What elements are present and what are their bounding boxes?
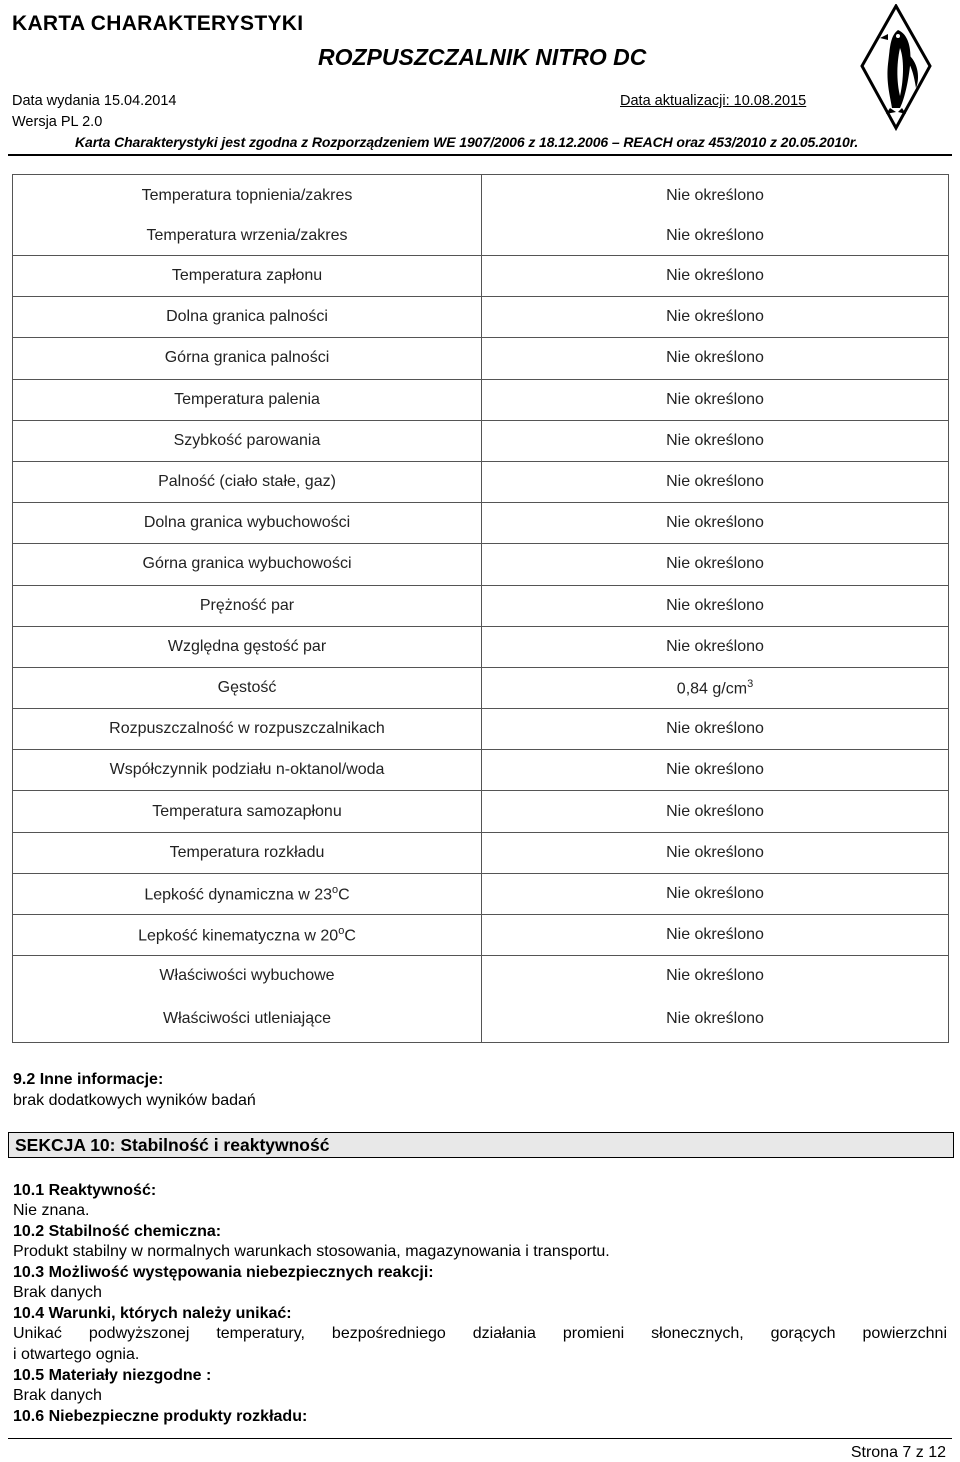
property-value-cell <box>482 667 949 708</box>
decomposition-products-heading: 10.6 Niebezpieczne produkty rozkładu: <box>13 1408 308 1425</box>
property-value: Nie określono <box>482 338 949 379</box>
incompatible-materials-text: Brak danych <box>13 1387 102 1404</box>
hazardous-reactions-heading: 10.3 Możliwość występowania niebezpiecznych reakcji: <box>13 1264 434 1281</box>
property-value: Nie określono <box>666 227 764 244</box>
property-value: Nie określono <box>482 832 949 873</box>
version: Wersja PL 2.0 <box>12 114 103 130</box>
property-value: Nie określono <box>482 461 949 502</box>
property-value: Nie określono <box>482 791 949 832</box>
property-value: Nie określono <box>482 420 949 461</box>
table-row <box>13 873 949 914</box>
property-name: Właściwości wybuchowe <box>13 956 482 997</box>
table-row <box>13 996 949 1043</box>
property-value: Nie określono <box>482 996 949 1043</box>
property-name: Górna granica wybuchowości <box>13 544 482 585</box>
property-name: Rozpuszczalność w rozpuszczalnikach <box>13 709 482 750</box>
property-value: Nie określono <box>482 256 949 297</box>
property-value-cell <box>482 175 949 256</box>
regulation-note: Karta Charakterystyki jest zgodna z Rozporządzeniem WE 1907/2006 z 18.12.2006 – REACH oraz 453/2010 z 20.05.2010r. <box>75 134 859 150</box>
property-name-unit: C <box>338 886 350 904</box>
page-number: Strona 7 z 12 <box>850 1444 946 1461</box>
property-name: Dolna granica wybuchowości <box>13 503 482 544</box>
property-value: Nie określono <box>482 297 949 338</box>
issue-date: Data wydania 15.04.2014 <box>12 93 177 109</box>
property-value: Nie określono <box>666 187 764 204</box>
degree-superscript: o <box>331 883 339 896</box>
property-name: Współczynnik podziału n-oktanol/woda <box>13 750 482 791</box>
property-value: Nie określono <box>482 544 949 585</box>
property-value: Nie określono <box>482 873 949 914</box>
stability-heading: 10.2 Stabilność chemiczna: <box>13 1223 222 1240</box>
table-row <box>13 338 949 379</box>
conditions-to-avoid-heading: 10.4 Warunki, których należy unikać: <box>13 1305 292 1322</box>
footer-divider <box>8 1438 952 1439</box>
property-value: Nie określono <box>482 709 949 750</box>
table-row <box>13 420 949 461</box>
property-name: Temperatura samozapłonu <box>13 791 482 832</box>
reactivity-heading: 10.1 Reaktywność: <box>13 1182 157 1199</box>
stability-text: Produkt stabilny w normalnych warunkach stosowania, magazynowania i transportu. <box>13 1243 610 1260</box>
table-row <box>13 667 949 708</box>
table-row <box>13 544 949 585</box>
table-row <box>13 750 949 791</box>
property-name-cell <box>13 873 482 914</box>
property-value: Nie określono <box>482 915 949 956</box>
property-name: Temperatura rozkładu <box>13 832 482 873</box>
property-value: Nie określono <box>482 956 949 997</box>
table-row <box>13 832 949 873</box>
property-name: Temperatura topnienia/zakres <box>141 187 353 204</box>
penguin-logo-icon <box>860 4 932 132</box>
property-name: Prężność par <box>13 585 482 626</box>
unit-superscript: 3 <box>747 677 754 690</box>
other-info-heading: 9.2 Inne informacje: <box>13 1071 164 1088</box>
properties-table <box>12 174 949 1043</box>
table-row <box>13 915 949 956</box>
property-name: Palność (ciało stałe, gaz) <box>13 461 482 502</box>
property-name: Właściwości utleniające <box>13 996 482 1043</box>
update-date: Data aktualizacji: 10.08.2015 <box>620 93 807 109</box>
property-value: Nie określono <box>482 585 949 626</box>
property-value: Nie określono <box>482 503 949 544</box>
property-name: Lepkość dynamiczna w 23 <box>144 886 332 904</box>
conditions-to-avoid-text-cont: i otwartego ognia. <box>13 1346 140 1363</box>
incompatible-materials-heading: 10.5 Materiały niezgodne : <box>13 1367 212 1384</box>
property-name-unit: C <box>344 927 356 945</box>
table-row <box>13 626 949 667</box>
degree-superscript: o <box>338 924 345 937</box>
property-name-cell <box>13 175 482 256</box>
hazardous-reactions-text: Brak danych <box>13 1284 102 1301</box>
table-row <box>13 956 949 997</box>
property-name: Szybkość parowania <box>13 420 482 461</box>
table-row <box>13 461 949 502</box>
property-name-cell <box>13 915 482 956</box>
property-name: Względna gęstość par <box>13 626 482 667</box>
property-name: Lepkość kinematyczna w 20 <box>138 927 339 945</box>
table-row <box>13 503 949 544</box>
property-value: Nie określono <box>482 750 949 791</box>
header-divider <box>8 154 952 156</box>
reactivity-text: Nie znana. <box>13 1202 90 1219</box>
property-name: Gęstość <box>13 667 482 708</box>
table-row <box>13 791 949 832</box>
property-name: Temperatura zapłonu <box>13 256 482 297</box>
product-name: ROZPUSZCZALNIK NITRO DC <box>318 44 647 70</box>
property-name: Dolna granica palności <box>13 297 482 338</box>
other-info-text: brak dodatkowych wyników badań <box>13 1092 256 1109</box>
property-name: Górna granica palności <box>13 338 482 379</box>
section-10-title: SEKCJA 10: Stabilność i reaktywność <box>8 1132 954 1158</box>
table-row <box>13 585 949 626</box>
table-row <box>13 709 949 750</box>
conditions-to-avoid-text: Unikać podwyższonej temperatury, bezpośredniego działania promieni słonecznych, gorących powierzchni <box>13 1325 947 1342</box>
table-row <box>13 379 949 420</box>
property-name: Temperatura palenia <box>13 379 482 420</box>
table-row <box>13 297 949 338</box>
property-value: Nie określono <box>482 379 949 420</box>
doc-type-title: KARTA CHARAKTERYSTYKI <box>12 12 304 35</box>
table-row <box>13 256 949 297</box>
property-value: Nie określono <box>482 626 949 667</box>
property-value: 0,84 g/cm <box>676 680 748 698</box>
property-name: Temperatura wrzenia/zakres <box>146 227 348 244</box>
